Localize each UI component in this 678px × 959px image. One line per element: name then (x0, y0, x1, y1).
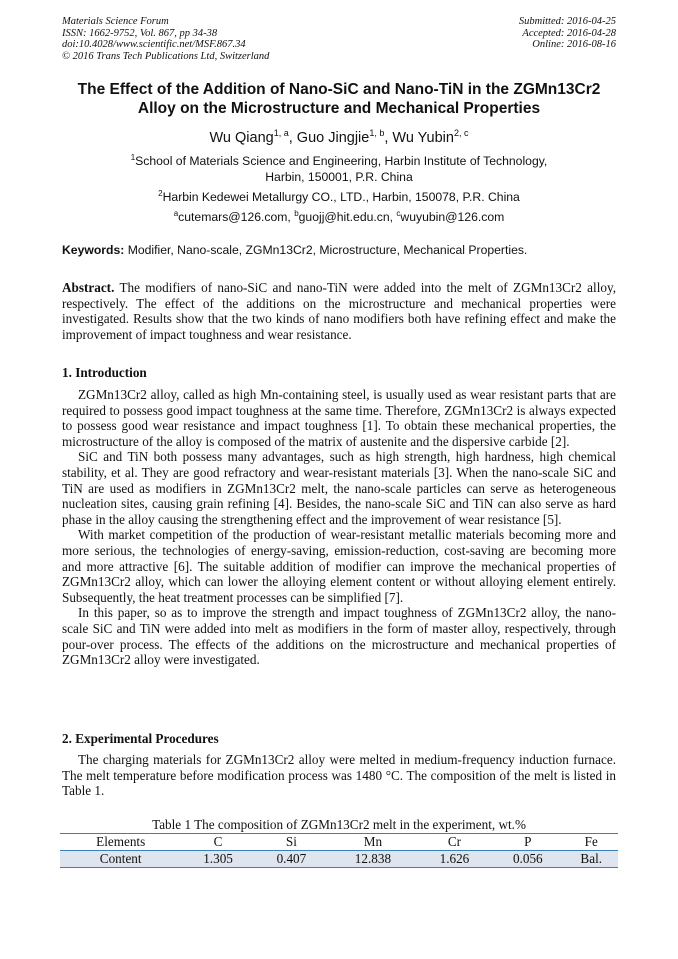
publication-dates (519, 16, 616, 51)
affiliation-1 (40, 150, 638, 185)
author-name: Wu Yubin (392, 129, 454, 146)
abstract-text: The modifiers of nano-SiC and nano-TiN were added into the melt of ZGMn13Cr2 alloy, respectively. The effect of the additions on the microstructure and mechanical properties were investigated. Results show that the two kinds of nano modifiers both have refining effect and make the improvement of impact toughness and wear resistance. (62, 280, 616, 342)
accepted-date: Accepted: 2016-04-28 (522, 27, 616, 39)
paragraph: SiC and TiN both possess many advantages, such as high strength, high hardness, high chemical stability, et al. They are good refractory and wear-resistant materials [3]. When the nano-scale SiC and TiN are used as modifiers in ZGMn13Cr2 melt, the nano-scale particles can serve as heterogeneous nucleation sites, causing grain refining [4]. Besides, the nano-scale SiC and TiN can also serve as hard phase in the alloy causing the strengthening effect and the improvement of wear resistance [5]. (62, 449, 616, 527)
affiliation-2 (40, 186, 638, 206)
email-list (40, 206, 638, 226)
table-caption: Table 1 The composition of ZGMn13Cr2 melt in the experiment, wt.% (152, 817, 526, 832)
abstract (62, 280, 616, 342)
table-header-cell: Si (285, 834, 297, 849)
email-mark: b (294, 209, 299, 218)
author-affiliation-mark: 2, c (453, 128, 469, 138)
submitted-date: Submitted: 2016-04-25 (518, 16, 616, 27)
email-link[interactable]: wuyubin@126.com (400, 210, 505, 225)
table-header-cell: P (524, 834, 532, 849)
author-affiliation-mark: 1, a (273, 128, 289, 138)
author-separator: , (288, 129, 297, 146)
author-affiliation-mark: 1, b (369, 128, 385, 138)
paragraph: With market competition of the production of wear-resistant metallic materials becoming more and more serious, the technologies of energy-saving, emission-reduction, cost-saving are becoming more and more attractive [6]. The suitable addition of modifier can improve the mechanical properties of ZGMn13Cr2 alloy, which can lower the alloying element content or without alloying element entirely. Subsequently, the heat treatment processes can be simplified [7]. (62, 527, 616, 605)
table-row (60, 851, 618, 868)
keywords-label: Keywords: (62, 243, 125, 257)
email-separator: , (287, 210, 295, 225)
experimental-body (62, 752, 616, 799)
journal-info (62, 16, 269, 62)
affiliation-mark: 2 (158, 189, 163, 198)
table-cell: 0.407 (276, 851, 307, 866)
affiliation-2-text: Harbin Kedewei Metallurgy CO., LTD., Harbin, 150078, P.R. China (162, 190, 520, 205)
journal-issn: ISSN: 1662-9752, Vol. 867, pp 34-38 (62, 27, 218, 39)
email-mark: a (173, 209, 179, 218)
table-header-cell: Cr (447, 834, 462, 849)
table-header-cell: Elements (96, 834, 146, 849)
affiliation-1-line-1: School of Materials Science and Engineering, Harbin Institute of Technology, (135, 154, 548, 169)
email-link[interactable]: guojj@hit.edu.cn (298, 210, 390, 225)
paragraph: The charging materials for ZGMn13Cr2 alloy were melted in medium-frequency induction furnace. The melt temperature before modification process was 1480 °C. The composition of the melt is listed in Table 1. (62, 752, 616, 799)
affiliation-1-line-2: Harbin, 150001, P.R. China (265, 169, 413, 184)
author-name: Wu Qiang (209, 129, 274, 146)
paper-title (40, 80, 638, 118)
table-header-cell: C (213, 834, 223, 849)
table-header-cell: Mn (363, 834, 383, 849)
author-list (40, 124, 638, 147)
paragraph: In this paper, so as to improve the strength and impact toughness of ZGMn13Cr2 alloy, the nano-scale SiC and TiN were added into melt as modifiers in the form of master alloy, respectively, through pour-over process. The effects of the additions on the microstructure and mechanical properties of ZGMn13Cr2 alloy were investigated. (62, 605, 616, 668)
email-link[interactable]: cutemars@126.com (178, 210, 288, 225)
online-date: Online: 2016-08-16 (532, 39, 616, 50)
table-cell: Bal. (580, 851, 603, 866)
keywords (62, 242, 616, 258)
section-heading-introduction: 1. Introduction (62, 365, 147, 380)
table-header-row (60, 834, 618, 851)
composition-table (60, 833, 618, 868)
table-cell: Content (99, 851, 142, 866)
author-separator: , (384, 129, 393, 146)
journal-name: Materials Science Forum (62, 16, 169, 27)
table-cell: 12.838 (354, 851, 392, 866)
introduction-body (62, 387, 616, 668)
paper-title-line-2: Alloy on the Microstructure and Mechanical Properties (137, 100, 541, 117)
abstract-label: Abstract. (62, 280, 115, 295)
table-cell: 0.056 (512, 851, 543, 866)
table-cell: 1.305 (203, 851, 233, 866)
journal-header (62, 16, 616, 64)
journal-doi[interactable]: doi:10.4028/www.scientific.net/MSF.867.34 (62, 39, 246, 50)
paragraph: ZGMn13Cr2 alloy, called as high Mn-containing steel, is usually used as wear resistant parts that are required to possess good impact toughness at the same time. Therefore, ZGMn13Cr2 is always expected to possess good wear resistance and impact toughness [1]. To obtain these mechanical properties, the microstructure of the alloy is composed of the matrix of austenite and the dispersive carbide [2]. (62, 387, 616, 449)
author-name: Guo Jingjie (296, 129, 370, 146)
journal-copyright: © 2016 Trans Tech Publications Ltd, Switzerland (62, 50, 270, 62)
table-cell: 1.626 (439, 851, 470, 866)
paper-title-line-1: The Effect of the Addition of Nano-SiC and Nano-TiN in the ZGMn13Cr2 (77, 81, 601, 98)
section-heading-experimental: 2. Experimental Procedures (62, 731, 219, 746)
table-header-cell: Fe (584, 834, 598, 849)
affiliation-mark: 1 (130, 153, 136, 162)
email-separator: , (389, 210, 397, 225)
email-mark: c (396, 209, 401, 218)
keywords-text: Modifier, Nano-scale, ZGMn13Cr2, Microstructure, Mechanical Properties. (124, 243, 528, 257)
